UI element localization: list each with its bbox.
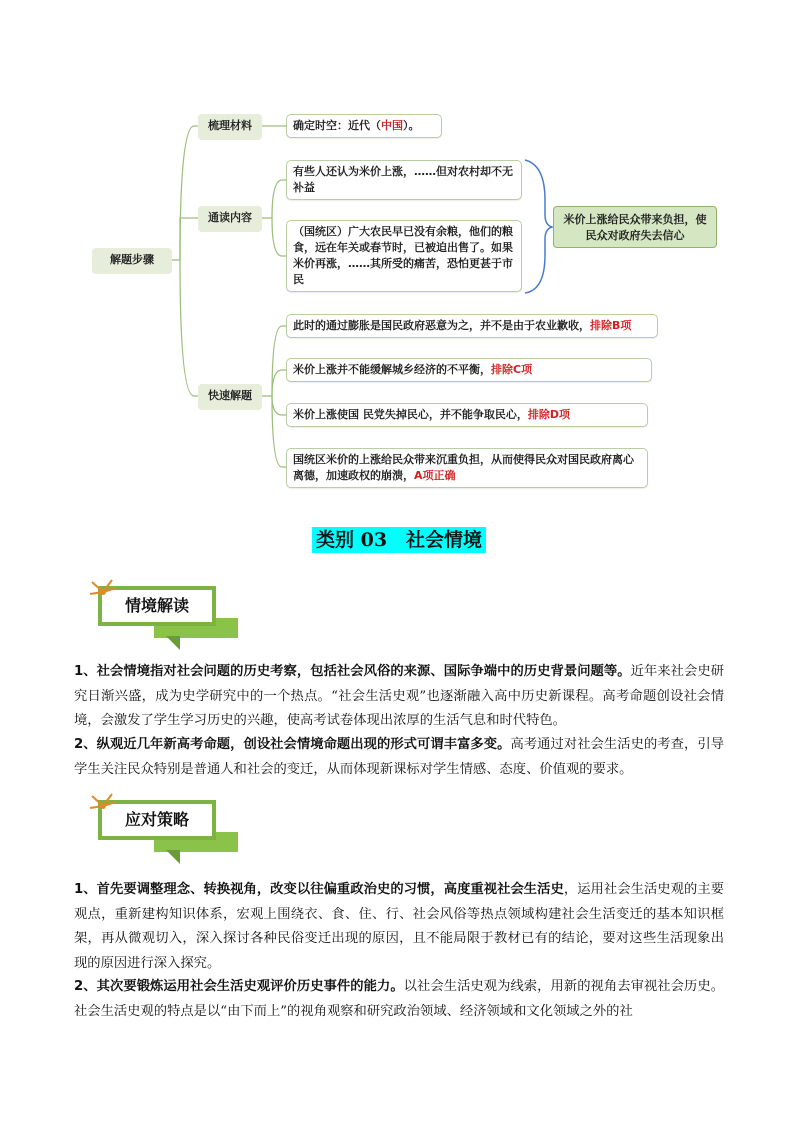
badge-strategy bbox=[86, 792, 246, 882]
category-title: 类别 03 社会情境 bbox=[312, 527, 486, 553]
paragraph-2: 2、纵观近几年新高考命题，创设社会情境命题出现的形式可谓丰富多变。高考通过对社会生活史的考查，引导学生关注民众特别是普通人和社会的变迁，从而体现新课标对学生情感、态度、价值观的要求。 bbox=[74, 737, 724, 777]
badge-strategy-label: 应对策略 bbox=[98, 800, 216, 840]
paragraph-3: 1、首先要调整理念、转换视角，改变以往偏重政治史的习惯，高度重视社会生活史，运用社会生活史观的主要观点，重新建构知识体系，宏观上围绕衣、食、住、行、社会风俗等热点领域构建社会生活变迁的基本知识框架，再从微观切入，深入探讨各种民俗变迁出现的原因，且不能局限于教材已有的结论，要对这些生活现象出现的原因进行深入探究。 bbox=[74, 882, 724, 971]
leaf-time-space: 确定时空：近代（中国）。 bbox=[286, 114, 442, 138]
badge-ribbon-tail bbox=[166, 850, 180, 864]
badge-situation bbox=[86, 578, 246, 668]
conclusion-node: 米价上涨给民众带来负担，使民众对政府失去信心 bbox=[553, 206, 717, 248]
bow-icon bbox=[86, 578, 120, 608]
paragraph-4: 2、其次要锻炼运用社会生活史观评价历史事件的能力。以社会生活史观为线索，用新的视角去审视社会历史。社会生活史观的特点是以“由下而上”的视角观察和研究政治领域、经济领域和文化领域之外的社 bbox=[74, 979, 724, 1019]
leaf-option-b: 此时的通过膨胀是国民政府恶意为之，并不是由于农业歉收，排除B项 bbox=[286, 314, 658, 338]
branch-sort-material: 梳理材料 bbox=[198, 114, 262, 140]
leaf-option-d: 米价上涨使国 民党失掉民心，并不能争取民心，排除D项 bbox=[286, 403, 648, 427]
bow-icon bbox=[86, 792, 120, 822]
leaf-option-a: 国统区米价的上涨给民众带来沉重负担，从而使得民众对国民政府离心离德，加速政权的崩溃，A项正确 bbox=[286, 448, 648, 488]
branch-quick-solve: 快速解题 bbox=[198, 384, 262, 410]
paragraph-1: 1、社会情境指对社会问题的历史考察，包括社会风俗的来源、国际争端中的历史背景问题等。近年来社会史研究日渐兴盛，成为史学研究中的一个热点。“社会生活史观”也逐渐融入高中历史新课程。高考命题创设社会情境，会激发了学生学习历史的兴趣，使高考试卷体现出浓厚的生活气息和时代特色。 bbox=[74, 664, 724, 728]
leaf-option-c: 米价上涨并不能缓解城乡经济的不平衡，排除C项 bbox=[286, 358, 652, 382]
mindmap-root: 解题步骤 bbox=[92, 248, 172, 274]
branch-read-content: 通读内容 bbox=[198, 206, 262, 232]
badge-ribbon-tail bbox=[166, 636, 180, 650]
badge-situation-label: 情境解读 bbox=[98, 586, 216, 626]
leaf-peasants-quote: （国统区）广大农民早已没有余粮，他们的粮食，远在年关或春节时，已被迫出售了。如果米价再涨，……其所受的痛苦，恐怕更甚于市民 bbox=[286, 220, 522, 292]
leaf-rice-price-quote: 有些人还认为米价上涨，……但对农村却不无补益 bbox=[286, 160, 522, 200]
